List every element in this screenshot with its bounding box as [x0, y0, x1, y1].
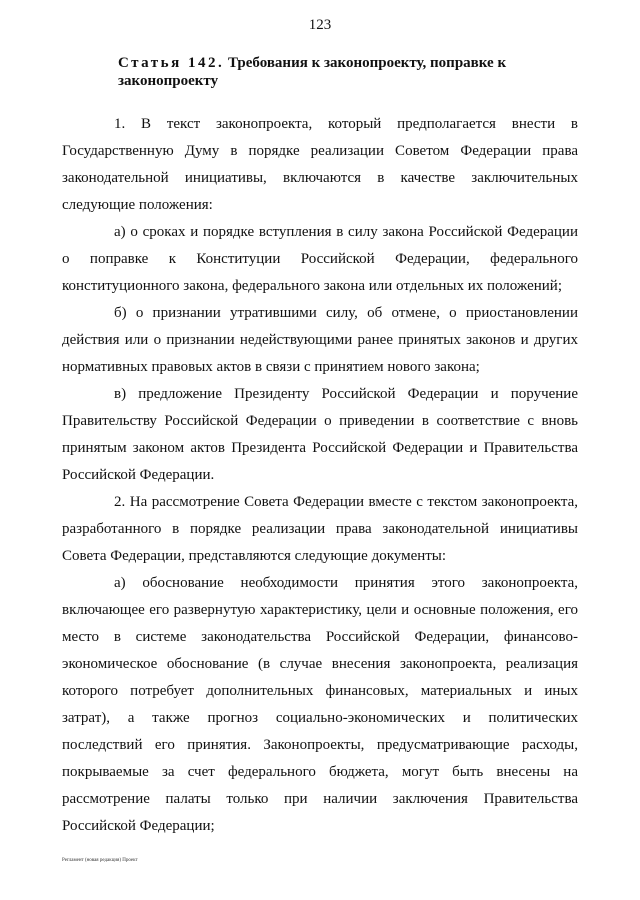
paragraph-2: 2. На рассмотрение Совета Федерации вместе с текстом законопроекта, разработанного в порядке реализации права законодательной инициативы Совета Федерации, представляются следующие документы: [62, 494, 578, 564]
item-1b: б) о признании утратившими силу, об отмене, о приостановлении действия или о признании недействующими ранее принятых законов и других нормативных правовых актов в связи с принятием нового закона; [62, 305, 578, 375]
item-1a: а) о сроках и порядке вступления в силу закона Российской Федерации о поправке к Конституции Российской Федерации, федерального конституционного закона, федерального закона или отдельных их положений; [62, 224, 578, 294]
article-heading [118, 54, 538, 90]
page-number: 123 [308, 17, 332, 33]
item-2a: а) обоснование необходимости принятия этого законопроекта, включающее его развернутую характеристику, цели и основные положения, его место в системе законодательства Российской Федерации, финансово-экономическое обоснование (в случае внесения законопроекта, реализация которого потребует дополнительных финансовых, материальных и иных затрат), а также прогноз социально-экономических и политических последствий его принятия. Законопроекты, предусматривающие расходы, покрываемые за счет федерального бюджета, могут быть внесены на рассмотрение палаты только при наличии заключения Правительства Российской Федерации; [62, 575, 578, 834]
item-1c: в) предложение Президенту Российской Федерации и поручение Правительству Российской Федерации о приведении в соответствие с вновь принятым законом актов Президента Российской Федерации и Правительства Российской Федерации. [62, 386, 578, 483]
article-title-text: Требования к законопроекту, поправке к законопроекту [118, 55, 507, 89]
footer-note: Регламент (новая редакция) Проект [62, 858, 138, 863]
article-number: Статья 142. [118, 55, 225, 71]
paragraph-1: 1. В текст законопроекта, который предполагается внести в Государственную Думу в порядке реализации Советом Федерации права законодательной инициативы, включаются в качестве заключительных следующие положения: [62, 116, 578, 213]
article-body [62, 111, 578, 840]
